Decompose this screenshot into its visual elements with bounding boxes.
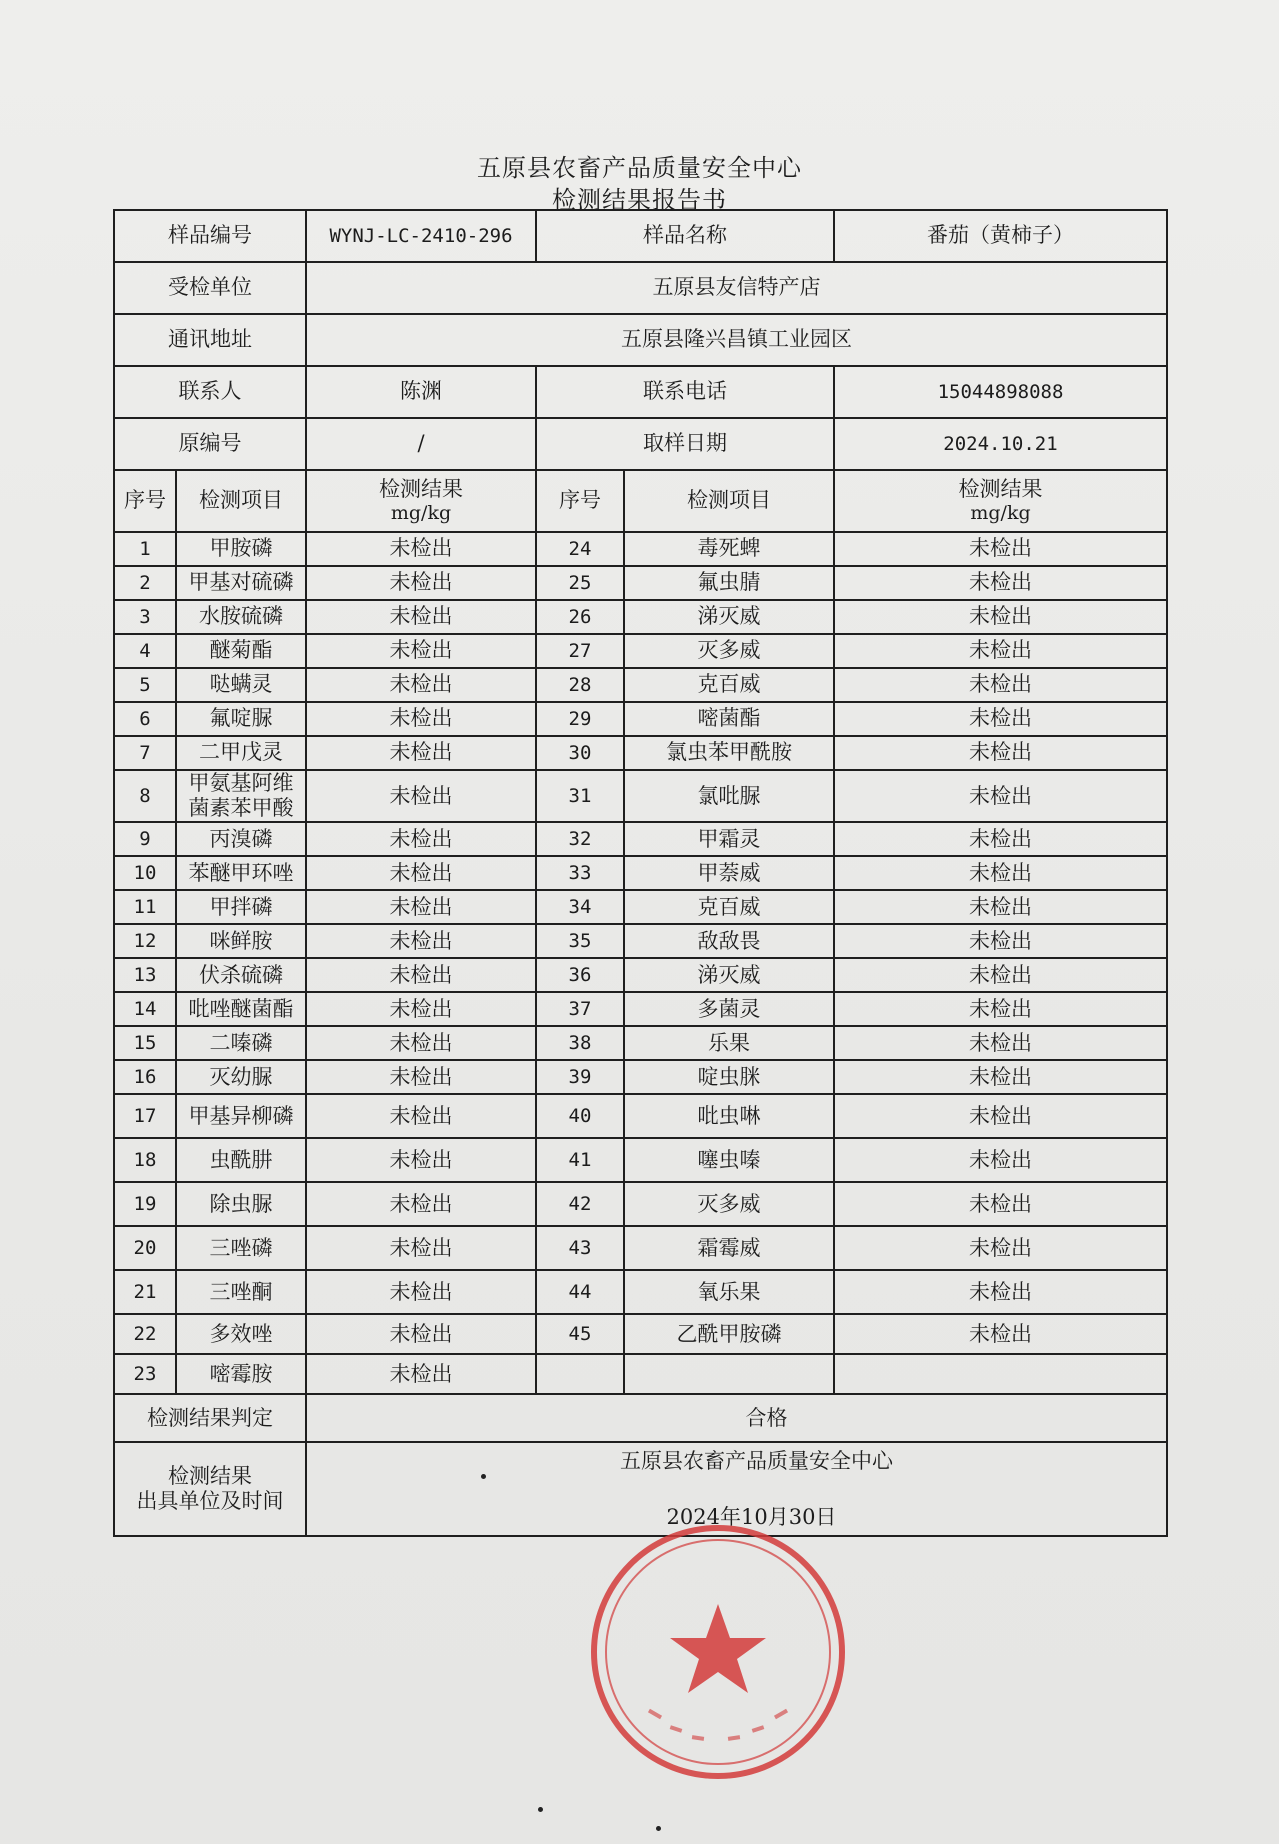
row-item: 三唑磷 [176,1226,306,1270]
row-item: 甲基异柳磷 [176,1094,306,1138]
row-no: 39 [536,1060,624,1094]
row-result: 未检出 [306,1314,536,1354]
row-no: 2 [114,566,176,600]
sample-date-value: 2024.10.21 [834,418,1167,470]
row-result: 未检出 [834,1138,1167,1182]
orig-no-label: 原编号 [114,418,306,470]
row-result: 未检出 [306,1226,536,1270]
issuer-name: 五原县农畜产品质量安全中心 [620,1449,893,1474]
row-no: 10 [114,856,176,890]
row-result: 未检出 [834,822,1167,856]
row-no: 45 [536,1314,624,1354]
row-no: 31 [536,770,624,822]
judgement-label: 检测结果判定 [114,1394,306,1442]
table-row [114,1138,1167,1182]
row-item: 嘧霉胺 [176,1354,306,1394]
row-item: 哒螨灵 [176,668,306,702]
row-item: 霜霉威 [624,1226,834,1270]
row-item: 乐果 [624,1026,834,1060]
row-no: 35 [536,924,624,958]
row-no: 38 [536,1026,624,1060]
row-item: 涕灭威 [624,958,834,992]
row-result [834,1354,1167,1394]
table-row [114,1354,1167,1394]
row-result: 未检出 [834,856,1167,890]
row-no: 9 [114,822,176,856]
col-result-label-2: 检测结果 [958,477,1043,501]
table-row [114,634,1167,668]
row-result: 未检出 [306,856,536,890]
column-header-row [114,470,1167,532]
row-result: 未检出 [834,566,1167,600]
row-item: 涕灭威 [624,600,834,634]
table-row [114,992,1167,1026]
row-item-line: 甲氨基阿维 [188,771,294,795]
row-no: 42 [536,1182,624,1226]
table-row [114,890,1167,924]
row-no: 43 [536,1226,624,1270]
row-no: 12 [114,924,176,958]
col-result-header [306,470,536,532]
row-result: 未检出 [834,770,1167,822]
row-item: 甲霜灵 [624,822,834,856]
judgement-value: 合格 [306,1394,1167,1442]
ink-speck [538,1807,543,1812]
col-item-header-2: 检测项目 [624,470,834,532]
row-no: 23 [114,1354,176,1394]
row-no: 32 [536,822,624,856]
row-no: 4 [114,634,176,668]
phone-label: 联系电话 [536,366,834,418]
contact-value: 陈渊 [306,366,536,418]
table-row [114,1314,1167,1354]
row-result: 未检出 [834,736,1167,770]
row-no: 18 [114,1138,176,1182]
row-result: 未检出 [306,736,536,770]
issue-date: 2024年10月30日 [666,1504,837,1529]
row-result: 未检出 [834,890,1167,924]
row-no: 34 [536,890,624,924]
row-result: 未检出 [306,992,536,1026]
row-result: 未检出 [834,634,1167,668]
table-row [114,924,1167,958]
row-no: 28 [536,668,624,702]
row-result: 未检出 [306,1182,536,1226]
table-row [114,822,1167,856]
row-item: 二甲戊灵 [176,736,306,770]
table-row [114,1226,1167,1270]
table-row [114,702,1167,736]
row-no: 26 [536,600,624,634]
row-result: 未检出 [306,702,536,736]
row-no: 33 [536,856,624,890]
sample-name-label: 样品名称 [536,210,834,262]
table-row [114,958,1167,992]
col-item-header: 检测项目 [176,470,306,532]
table-row [114,1026,1167,1060]
sample-no-value: WYNJ-LC-2410-296 [306,210,536,262]
orig-no-row [114,418,1167,470]
row-item: 灭幼脲 [176,1060,306,1094]
row-item: 甲萘威 [624,856,834,890]
row-item: 醚菊酯 [176,634,306,668]
row-result: 未检出 [306,634,536,668]
sample-info-row [114,210,1167,262]
row-item-line: 菌素苯甲酸 [188,796,294,821]
row-result: 未检出 [306,770,536,822]
row-no: 41 [536,1138,624,1182]
address-row [114,314,1167,366]
row-result: 未检出 [834,702,1167,736]
sample-name-value: 番茄（黄柿子） [834,210,1167,262]
row-item: 克百威 [624,668,834,702]
row-no: 19 [114,1182,176,1226]
row-result: 未检出 [834,1314,1167,1354]
row-item: 氧乐果 [624,1270,834,1314]
row-item: 乙酰甲胺磷 [624,1314,834,1354]
address-label: 通讯地址 [114,314,306,366]
row-result: 未检出 [834,992,1167,1026]
row-result: 未检出 [306,1354,536,1394]
row-item: 伏杀硫磷 [176,958,306,992]
client-row [114,262,1167,314]
row-result: 未检出 [834,1094,1167,1138]
row-no [536,1354,624,1394]
row-no: 14 [114,992,176,1026]
issuer-label [114,1442,306,1536]
address-value: 五原县隆兴昌镇工业园区 [306,314,1167,366]
row-no: 24 [536,532,624,566]
row-result: 未检出 [834,1270,1167,1314]
row-no: 3 [114,600,176,634]
row-item: 苯醚甲环唑 [176,856,306,890]
row-result: 未检出 [834,924,1167,958]
row-result: 未检出 [306,600,536,634]
row-result: 未检出 [306,822,536,856]
row-item: 水胺硫磷 [176,600,306,634]
report-table [113,209,1168,1537]
table-row [114,1094,1167,1138]
client-label: 受检单位 [114,262,306,314]
ink-speck [656,1826,661,1831]
sample-no-label: 样品编号 [114,210,306,262]
row-result: 未检出 [834,1026,1167,1060]
contact-row [114,366,1167,418]
row-result: 未检出 [834,958,1167,992]
row-item: 噻虫嗪 [624,1138,834,1182]
col-result-header-2 [834,470,1167,532]
row-no: 6 [114,702,176,736]
row-result: 未检出 [306,924,536,958]
row-no: 8 [114,770,176,822]
row-item: 甲基对硫磷 [176,566,306,600]
row-item [624,1354,834,1394]
row-item: 敌敌畏 [624,924,834,958]
ink-speck [481,1474,486,1479]
row-result: 未检出 [834,668,1167,702]
row-no: 21 [114,1270,176,1314]
table-row [114,1182,1167,1226]
row-result: 未检出 [834,600,1167,634]
phone-value: 15044898088 [834,366,1167,418]
row-no: 36 [536,958,624,992]
row-item: 甲胺磷 [176,532,306,566]
judgement-row [114,1394,1167,1442]
row-no: 40 [536,1094,624,1138]
row-item: 丙溴磷 [176,822,306,856]
issuer-label-line: 出具单位及时间 [136,1489,284,1514]
col-result-label: 检测结果 [379,477,463,501]
table-row [114,1270,1167,1314]
table-row [114,600,1167,634]
row-no: 29 [536,702,624,736]
row-no: 44 [536,1270,624,1314]
row-result: 未检出 [306,1094,536,1138]
row-item: 氟虫腈 [624,566,834,600]
row-item: 甲拌磷 [176,890,306,924]
row-result: 未检出 [306,890,536,924]
row-item: 灭多威 [624,634,834,668]
row-no: 30 [536,736,624,770]
row-result: 未检出 [834,1226,1167,1270]
client-value: 五原县友信特产店 [306,262,1167,314]
col-no-header: 序号 [114,470,176,532]
table-row [114,736,1167,770]
row-item: 三唑酮 [176,1270,306,1314]
issuer-label-line: 检测结果 [168,1464,252,1489]
row-result: 未检出 [306,1270,536,1314]
sample-date-label: 取样日期 [536,418,834,470]
row-no: 37 [536,992,624,1026]
col-unit-label-2: mg/kg [970,502,1031,525]
row-no: 22 [114,1314,176,1354]
row-item: 咪鲜胺 [176,924,306,958]
table-row [114,856,1167,890]
row-item: 除虫脲 [176,1182,306,1226]
report-title: 检测结果报告书 [552,186,727,214]
row-item: 啶虫脒 [624,1060,834,1094]
row-result: 未检出 [306,1026,536,1060]
row-result: 未检出 [306,1060,536,1094]
table-row [114,770,1167,822]
row-item: 嘧菌酯 [624,702,834,736]
row-item: 氯吡脲 [624,770,834,822]
row-item: 多效唑 [176,1314,306,1354]
row-item: 氯虫苯甲酰胺 [624,736,834,770]
row-item: 克百威 [624,890,834,924]
col-no-header-2: 序号 [536,470,624,532]
row-no: 7 [114,736,176,770]
row-result: 未检出 [306,566,536,600]
row-no: 20 [114,1226,176,1270]
row-item: 吡唑醚菌酯 [176,992,306,1026]
row-result: 未检出 [834,532,1167,566]
row-no: 16 [114,1060,176,1094]
contact-label: 联系人 [114,366,306,418]
orig-no-value: / [306,418,536,470]
row-no: 13 [114,958,176,992]
table-row [114,668,1167,702]
row-item: 二嗪磷 [176,1026,306,1060]
row-no: 1 [114,532,176,566]
row-no: 11 [114,890,176,924]
row-result: 未检出 [306,668,536,702]
row-item: 多菌灵 [624,992,834,1026]
row-no: 15 [114,1026,176,1060]
row-item: 虫酰肼 [176,1138,306,1182]
row-no: 5 [114,668,176,702]
row-no: 27 [536,634,624,668]
row-item: 毒死蜱 [624,532,834,566]
org-title: 五原县农畜产品质量安全中心 [477,154,802,182]
row-item: 灭多威 [624,1182,834,1226]
row-result: 未检出 [306,532,536,566]
table-row [114,1060,1167,1094]
row-item: 吡虫啉 [624,1094,834,1138]
table-row [114,566,1167,600]
row-no: 25 [536,566,624,600]
official-seal-stamp [588,1522,848,1782]
row-result: 未检出 [834,1060,1167,1094]
col-unit-label: mg/kg [390,502,452,525]
row-result: 未检出 [306,958,536,992]
row-item: 氟啶脲 [176,702,306,736]
row-result: 未检出 [306,1138,536,1182]
row-item [176,770,306,822]
row-result: 未检出 [834,1182,1167,1226]
table-row [114,532,1167,566]
row-no: 17 [114,1094,176,1138]
